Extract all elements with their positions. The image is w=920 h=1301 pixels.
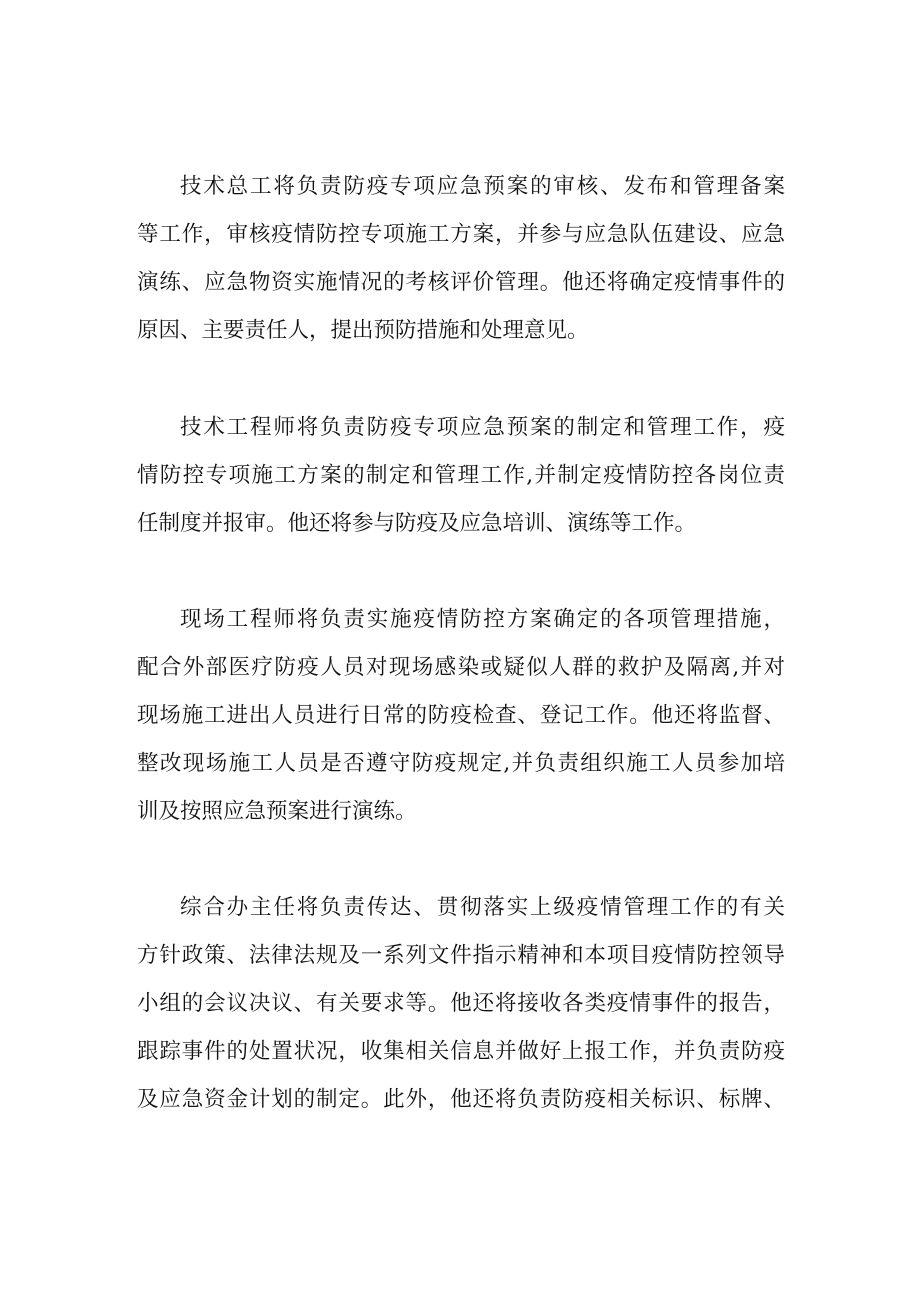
paragraph-technical-engineer: [137, 404, 785, 548]
text-line: 及应急资金计划的制定。此外，他还将负责防疫相关标识、标牌、: [137, 1087, 785, 1112]
text-line: 配合外部医疗防疫人员对现场感染或疑似人群的救护及隔离,并对: [137, 655, 785, 680]
text-line: 技术工程师将负责防疫专项应急预案的制定和管理工作，疫: [180, 415, 785, 440]
text-line: 方针政策、法律法规及一系列文件指示精神和本项目疫情防控领导: [137, 943, 785, 968]
text-line: 情防控专项施工方案的制定和管理工作,并制定疫情防控各岗位责: [137, 463, 785, 488]
text-line: 技术总工将负责防疫专项应急预案的审核、发布和管理备案: [180, 174, 785, 199]
text-line: 现场施工进出人员进行日常的防疫检查、登记工作。他还将监督、: [137, 703, 785, 728]
paragraph-office-director: [137, 884, 785, 1124]
text-line: 演练、应急物资实施情况的考核评价管理。他还将确定疫情事件的: [137, 270, 785, 295]
text-line: 任制度并报审。他还将参与防疫及应急培训、演练等工作。: [137, 511, 697, 536]
text-line: 整改现场施工人员是否遵守防疫规定,并负责组织施工人员参加培: [137, 751, 785, 776]
text-line: 跟踪事件的处置状况，收集相关信息并做好上报工作，并负责防疫: [137, 1039, 785, 1064]
paragraph-technical-chief: [137, 163, 785, 355]
text-line: 等工作，审核疫情防控专项施工方案，并参与应急队伍建设、应急: [137, 222, 785, 247]
text-line: 现场工程师将负责实施疫情防控方案确定的各项管理措施，: [180, 607, 785, 632]
paragraph-site-engineer: [137, 596, 785, 836]
text-line: 原因、主要责任人，提出预防措施和处理意见。: [137, 318, 589, 343]
text-line: 小组的会议决议、有关要求等。他还将接收各类疫情事件的报告，: [137, 991, 785, 1016]
text-line: 训及按照应急预案进行演练。: [137, 799, 417, 824]
text-line: 综合办主任将负责传达、贯彻落实上级疫情管理工作的有关: [180, 895, 785, 920]
